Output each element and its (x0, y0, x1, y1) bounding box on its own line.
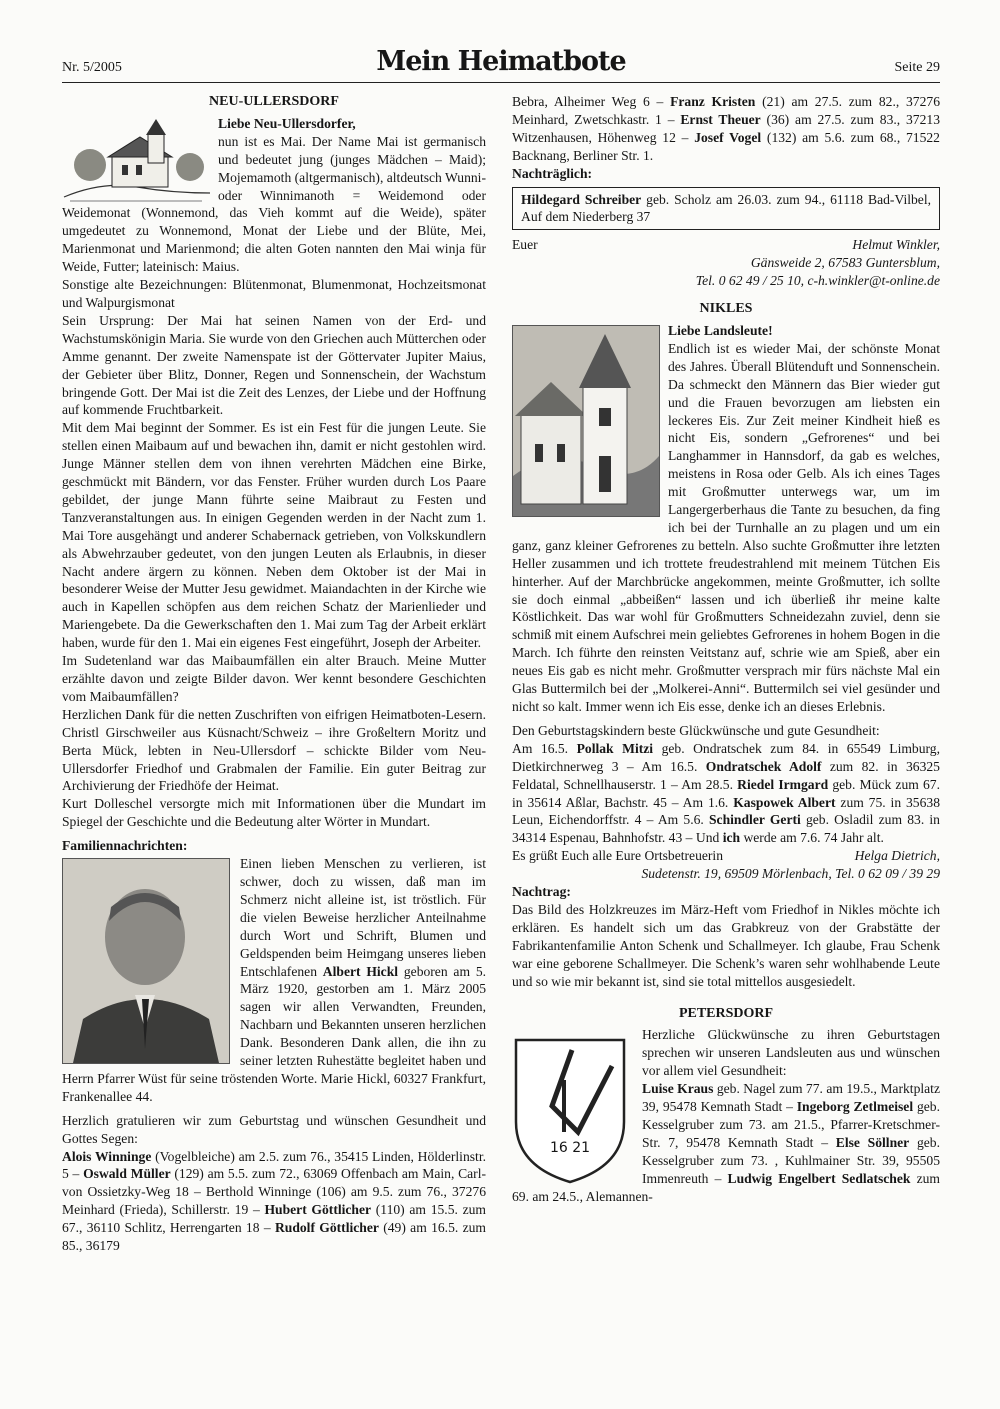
page-number: Seite 29 (894, 60, 940, 75)
birthday-list: Am 16.5. Pollak Mitzi geb. Ondratschek zum 84. in 65549 Limburg, Dietkirchnerweg 3 – Am 16.5. Ondratschek Adolf zum 82. in 36325 Feldatal, Schnellhauserstr. 1 – Am 28.5. Riedel Irmgard geb. Mück zum 67. in 35614 Aßlar, Bachstr. 45 – Am 1.6. Kaspowek Albert zum 75. in 35638 Leun, Eichendorffstr. 4 – Am 5.6. Schindler Gerti geb. Osladil zum 83. in 34314 Espenau, Bahnhofstr. 43 – Und ich werde am 7.6. 74 Jahr alt. (512, 740, 941, 846)
signature-block (512, 847, 940, 883)
paragraph: nun ist es Mai. Der Name Mai ist germanisch und bedeutet jung (junges Mädchen – Maid); Mojemamoth (altgermanisch), altdeutsch Wunni- oder Winnimanoth = Weidemond oder Weidemonat (Wonnemond, das Vieh kommt auf die Weide), später umgedeutet zu Wonnemond, Monat der Liebe und der Blüte, Mei, Marienmonat und Marienmond; die alten Goten nannten den Mai winja für Weide, Futter; lateinisch: Maius. (62, 133, 486, 275)
section-title-petersdorf: PETERSDORF (678, 1005, 774, 1021)
issue-number: Nr. 5/2005 (62, 60, 122, 75)
family-news-heading: Familiennachrichten: (62, 838, 188, 854)
signature-name: Helga Dietrich, (854, 848, 940, 864)
portrait-image (63, 859, 229, 1063)
coat-of-arms-icon (512, 1036, 628, 1186)
signature-block (512, 236, 940, 290)
paragraph: Einen lieben Menschen zu verlieren, ist schwer, doch zu wissen, daß man im Schmerz nicht alleine ist, ist tröstlich. Für die vielen Beweise herzlicher Anteilnahme durch Wort und Schrift, Blumen und Geldspenden beim Heimgang unseres lieben Entschlafenen Albert Hickl geboren am 5. März 1920, gestorben am 1. März 2005 sagen wir allen Verwandten, Freunden, Nachbarn und Bekannten unseren herzlichen Dank. Besonderen Dank allen, die ihn zu seiner letzten Ruhestätte begleitet haben und Herrn Pfarrer Wüst für seine tröstenden Worte. Marie Hickl, 60327 Frankfurt, Frankenallee 44. (62, 856, 487, 1104)
signature-name: Helmut Winkler, (852, 237, 940, 253)
deceased-name: Albert Hickl (322, 963, 399, 979)
paragraph: Endlich ist es wieder Mai, der schönste Monat des Jahres. Überall Blütenduft und Sonnenschein. Da schmeckt den Männern das Bier wieder gut und die Frauen bevorzugen am liebsten ein leckeres Eis. Zur Zeit meiner Kindheit hieß es nicht Eis, sondern „Gefrorenes“ und bei Langhammer in Hannsdorf, da gab es welches, meistens in Rosa oder Gelb. Als ich eines Tages mit Großmutter unterwegs war, um im Langergerberhaus die Tante zu besuchen, da fing ich bei der Turnhalle an zu plagen und um ein ganz, ganz kleiner Gefrorenes zu betteln. Also suchte Großmutter ihre letzten Heller zusammen und ich trottete freudestrahlend mit meinem Tütchen Eis hinterher. Auf der Marchbrücke angekommen, meinte Großmutter, ich sollte sie doch einmal „abbeißen“ lassen und ich überließ ihr meine kalte Köstlichkeit. Das war wohl für Großmutters Schneidezahn zuviel, denn sie schmiß mit einem Aufschrei mein geliebtes Gefrorenes in hohem Bogen in die March. Ich führte den reinsten Veitstanz auf, schrie wie am Spieß, aber ein neues Eis gab es nicht mehr. Großmutter versprach mir fürs nächste Mal ein Glas Buttermilch bei der „Molkerei-Anni“. Buttermilch sei viel gesünder und nicht so kalt. Immer wenn ich Eis esse, denke ich an dieses Erlebnis. (512, 340, 940, 714)
closing-line: Es grüßt Euch alle Eure Ortsbetreuerin (512, 848, 724, 864)
paragraph: Herzlich gratulieren wir zum Geburtstag und wünschen Gesundheit und Gottes Segen: (62, 1112, 486, 1146)
church-photo (512, 325, 660, 517)
addendum-heading: Nachtrag: (512, 884, 571, 900)
coat-of-arms-year: 16 21 (549, 1140, 591, 1157)
left-column (62, 93, 486, 1255)
page-header (62, 46, 940, 83)
section-title-neu-ullersdorf: NEU-ULLERSDORF (209, 94, 339, 109)
right-column (512, 93, 940, 1205)
birthday-list: Luise Kraus geb. Nagel zum 77. am 19.5., Marktplatz 39, 95478 Kemnath Stadt – Ingeborg Zetlmeisel geb. Kesselgruber zum 73. am 21.5., Pfarrer-Kretschmer-Str. 7, 95478 Kemnath Stadt – Else Söllner geb. Kesselgruber zum 73. , Kuhlmainer Str. 39, 95505 Immenreuth – Ludwig Engelbert Sedlatschek zum 69. am 24.5., Alemannen- (512, 1081, 941, 1204)
paragraph: Im Sudetenland war das Maibaumfällen ein alter Brauch. Meine Mutter erzählte davon und zeigte Bilder davon. Wer kennt besondere Geschichten vom Maibaumfällen? (62, 653, 486, 704)
signature-address: Gänsweide 2, 67583 Guntersblum, (750, 255, 940, 271)
belated-heading: Nachträglich: (512, 165, 593, 181)
paragraph: Den Geburtstagskindern beste Glückwünsche und gute Gesundheit: (512, 722, 880, 738)
greeting-nikles: Liebe Landsleute! (668, 322, 773, 338)
church-drawing-icon (62, 115, 212, 203)
portrait-photo (62, 858, 230, 1064)
birthday-list-continued: Bebra, Alheimer Weg 6 – Franz Kristen (21) am 27.5. zum 82., 37276 Meinhard, Zwetschkastr. 1 – Ernst Theuer (36) am 27.5. zum 83., 37213 Witzenhausen, Höhenweg 12 – Josef Vogel (132) am 5.6. zum 68., 71522 Backnang, Berliner Str. 1. (512, 94, 940, 163)
paragraph: Kurt Dolleschel versorgte mich mit Informationen über die Mundart im Spiegel der Geschichte und die Bedeutung alter Wörter in Mundart. (62, 796, 486, 830)
paragraph: Mit dem Mai beginnt der Sommer. Es ist ein Fest für die jungen Leute. Sie stellen einen Maibaum auf und bewachen ihn, damit er nicht gestohlen wird. Junge Männer stellen dem von ihnen verehrten Mädchen eine Birke, geschmückt mit Bändern, vor das Fenster. Früher wurden durch Los Paare gebildet, der junge Mann führte seine Maibraut zu Festen und Tanzveranstaltungen aus. In einigen Gegenden werden in der Nacht zum 1. Mai Tore ausgehängt und anderer Schabernack getrieben, von Volkskundlern als Abwehrzauber gedeutet, von den jungen Leuten als Erlaubnis, in dieser Nacht andere ärgern zu können. Neben dem Oktober ist der Mai in besonderer Weise der Mutter Jesu gewidmet. Maiandachten in der Kirche wie auch in Kapellen schöpfen aus dem reichen Schatz der Marienlieder und Mariengebete. Da die Gewerkschaften den 1. Mai zum Tag der Arbeit erklärt haben, wurde für den 1. Mai ein eigenes Fest eingeführt, Joseph der Arbeiter. (62, 420, 486, 651)
church-tower-image (513, 326, 659, 516)
paragraph: Sonstige alte Bezeichnungen: Blütenmonat, Blumenmonat, Hochzeitsmonat und Walpurgismonat (62, 277, 486, 310)
paragraph: Sein Ursprung: Der Mai hat seinen Namen von der Erd- und Wachstumskönigin Maria. Sie wurde von den Griechen auch Mütterchen oder Amme genannt. Der zweite Namenspate ist der Göttervater Jupiter Maius, der Gebieter über Blitz, Donner, Regen und Sonnenschein, der Wachstum bringende Gott. Der Mai ist die Zeit des Lenzes, der Liebe und der Hoffnung auf kommende Fruchtbarkeit. (62, 312, 486, 418)
paragraph: Herzlichen Dank für die netten Zuschriften von eifrigen Heimatboten-Lesern. Christl Girschweiler aus Küsnacht/Schweiz – ihre Großeltern Moritz und Berta Mück, lebten in Neu-Ullersdorf – schickte Bilder vom Neu-Ullersdorfer Friedhof und Grabmalen der Familie. Ein guter Beitrag zur Archivierung der Friedhöfe der Heimat. (62, 706, 486, 794)
signature-contact: Tel. 0 62 49 / 25 10, c-h.winkler@t-online.de (695, 273, 940, 289)
greeting-neu-ullersdorf: Liebe Neu-Ullersdorfer, (218, 115, 356, 131)
coat-of-arms (512, 1036, 628, 1186)
paragraph: Herzliche Glückwünsche zu ihren Geburtstagen sprechen wir unseren Landsleuten aus und wünschen vor allem viel Gesundheit: (642, 1027, 940, 1079)
closing-word: Euer (512, 237, 538, 253)
paragraph: Das Bild des Holzkreuzes im März-Heft vom Friedhof in Nikles möchte ich erklären. Es handelt sich um das Grabkreuz von der Grabstätte der Fabrikantenfamilie Anton Schenk und Schallmeyer. Ich glaube, Frau Schenk war eine geborene Schallmeyer. Die Schenk’s waren sehr wohlhabende Leute und so wie mir bekannt ist, sind sie total mittellos ausgesiedelt. (512, 901, 940, 989)
birthday-list: Alois Winninge (Vogelbleiche) am 2.5. zum 76., 35415 Linden, Hölderlinstr. 5 – Oswald Müller (129) am 5.5. zum 72., 63069 Offenbach am Main, Carl-von Ossietzky-Weg 18 – Berthold Winninge (106) am 9.5. zum 76., 37276 Meinhard (Frieda), Schillerstr. 19 – Hubert Göttlicher (110) am 15.5. zum 67., 36110 Schlitz, Herrengarten 18 – Rudolf Göttlicher (49) am 16.5. zum 85., 36179 (62, 1148, 487, 1254)
masthead-logo: Mein Heimatbote (376, 46, 626, 77)
section-title-nikles: NIKLES (699, 301, 753, 317)
belated-birthday-box: Hildegard Schreiber geb. Scholz am 26.03. zum 94., 61118 Bad-Vilbel, Auf dem Niederberg 37 (512, 187, 940, 231)
signature-address: Sudetenstr. 19, 69509 Mörlenbach, Tel. 0 62 09 / 39 29 (641, 866, 940, 882)
